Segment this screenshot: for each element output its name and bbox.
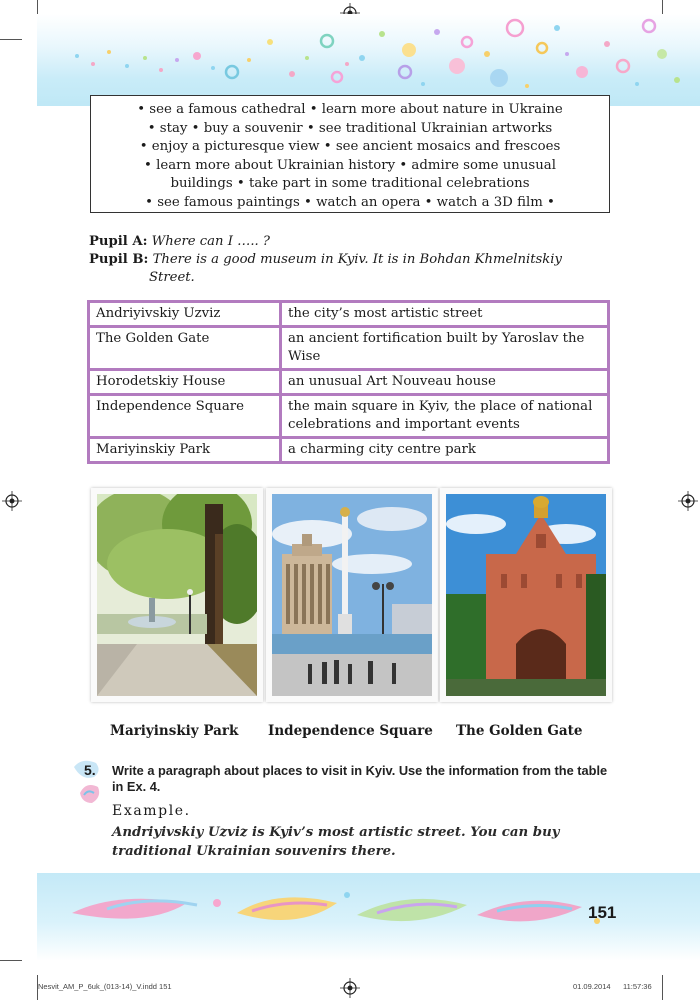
pupil-a-line xyxy=(89,233,270,251)
places-table xyxy=(87,300,610,464)
place-description: an unusual Art Nouveau house xyxy=(281,370,609,395)
pupil-a-label: Pupil A: xyxy=(89,234,148,249)
photo-caption: Mariyinskiy Park xyxy=(110,723,239,739)
activities-line: • stay • buy a souvenir • see traditional Ukrainian artworks xyxy=(147,120,553,136)
place-description: a charming city centre park xyxy=(281,438,609,463)
pupil-b-line xyxy=(89,251,562,269)
pupil-b-label: Pupil B: xyxy=(89,252,149,267)
place-name: Mariyinskiy Park xyxy=(89,438,281,463)
activities-line: • see a famous cathedral • learn more about nature in Ukraine xyxy=(137,102,563,117)
exercise-instruction: Write a paragraph about places to visit in Kyiv. Use the information from the table in Ex. 4. xyxy=(112,763,608,794)
pupil-b-text: There is a good museum in Kyiv. It is in Bohdan Khmelnitskiy xyxy=(152,252,562,267)
footer-time: 11:57:36 xyxy=(623,982,652,991)
activities-line: • see famous paintings • watch an opera • watch a 3D film • xyxy=(145,194,555,210)
photo-caption: The Golden Gate xyxy=(456,723,583,739)
photo-independence-square xyxy=(266,488,438,702)
crop-mark xyxy=(0,39,22,40)
bubbles-decoration-icon xyxy=(37,14,700,106)
place-description: the main square in Kyiv, the place of national celebrations and important events xyxy=(281,395,609,438)
footer-date: 01.09.2014 xyxy=(573,982,611,991)
top-decorative-band xyxy=(37,14,700,106)
activities-line: buildings • take part in some traditional celebrations xyxy=(170,176,530,191)
photo-golden-gate xyxy=(440,488,612,702)
example-label: Example. xyxy=(112,803,191,819)
golden-gate-image xyxy=(446,494,606,696)
table-row xyxy=(89,327,609,370)
activities-line: • enjoy a picturesque view • see ancient mosaics and frescoes xyxy=(139,139,561,154)
place-name: Andriyivskiy Uzviz xyxy=(89,302,281,327)
place-name: The Golden Gate xyxy=(89,327,281,370)
table-row xyxy=(89,302,609,327)
pupil-b-text: Street. xyxy=(149,270,195,285)
table-row xyxy=(89,370,609,395)
place-description: an ancient fortification built by Yaroslav the Wise xyxy=(281,327,609,370)
pupil-b-line-continued xyxy=(149,269,195,287)
registration-mark-icon xyxy=(340,978,360,998)
photo-caption: Independence Square xyxy=(268,723,433,739)
registration-mark-icon xyxy=(2,491,22,511)
activities-line: • learn more about Ukrainian history • admire some unusual xyxy=(144,157,556,173)
place-name: Horodetskiy House xyxy=(89,370,281,395)
activities-box xyxy=(90,95,610,213)
place-description: the city’s most artistic street xyxy=(281,302,609,327)
crop-mark xyxy=(662,975,663,1000)
table-row xyxy=(89,395,609,438)
table-row xyxy=(89,438,609,463)
page-number: 151 xyxy=(588,903,617,922)
pupil-a-text: Where can I ….. ? xyxy=(151,234,270,249)
place-name: Independence Square xyxy=(89,395,281,438)
park-image xyxy=(97,494,257,696)
example-text: Andriyivskiy Uzviz is Kyiv’s most artistic street. You can buy traditional Ukrainian souvenirs there. xyxy=(112,825,560,859)
square-image xyxy=(272,494,432,696)
exercise-number: 5. xyxy=(84,762,96,778)
footer-file-name: Nesvit_AM_P_6uk_(013-14)_V.indd 151 xyxy=(38,982,172,991)
photo-mariyinskiy-park xyxy=(91,488,263,702)
crop-mark xyxy=(0,960,22,961)
registration-mark-icon xyxy=(678,491,698,511)
